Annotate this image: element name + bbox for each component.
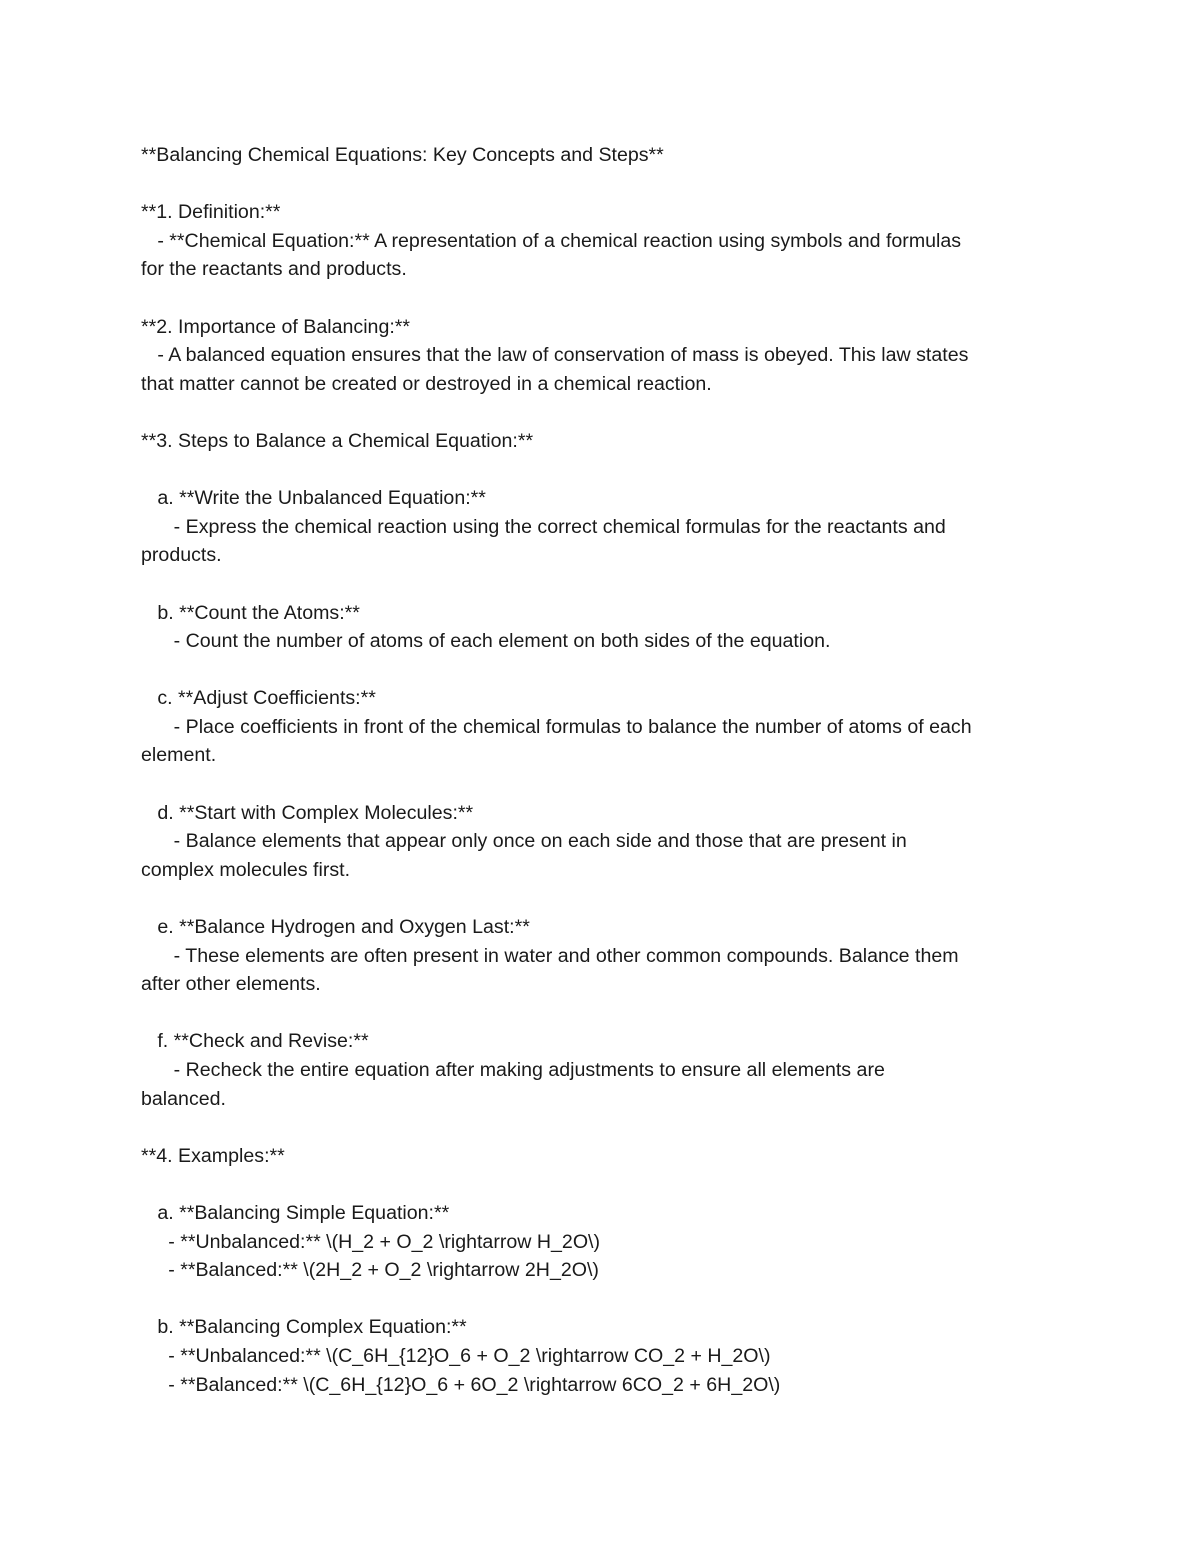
paragraph-line: - Count the number of atoms of each element on both sides of the equation. bbox=[141, 630, 831, 653]
paragraph-line: - Express the chemical reaction using the correct chemical formulas for the reactants and bbox=[141, 515, 946, 538]
spacer bbox=[141, 170, 1071, 199]
paragraph-line: products. bbox=[141, 544, 222, 567]
example-unbalanced-line: - **Unbalanced:** \(H_2 + O_2 \rightarrow H_2O\) bbox=[141, 1230, 601, 1253]
spacer bbox=[141, 884, 1071, 913]
step-f-heading: f. **Check and Revise:** bbox=[141, 1030, 369, 1053]
step-a-heading: a. **Write the Unbalanced Equation:** bbox=[141, 487, 486, 510]
section-definition-heading: **1. Definition:** bbox=[141, 201, 281, 224]
paragraph-line: element. bbox=[141, 744, 217, 767]
paragraph-line: balanced. bbox=[141, 1087, 226, 1110]
spacer bbox=[141, 656, 1071, 685]
spacer bbox=[141, 570, 1071, 599]
section-steps-heading: **3. Steps to Balance a Chemical Equation:** bbox=[141, 429, 534, 452]
spacer bbox=[141, 1170, 1071, 1199]
document-page bbox=[141, 141, 1071, 1399]
spacer bbox=[141, 999, 1071, 1028]
spacer bbox=[141, 1113, 1071, 1142]
paragraph-line: - Balance elements that appear only once on each side and those that are present in bbox=[141, 830, 907, 853]
paragraph-line: - A balanced equation ensures that the law of conservation of mass is obeyed. This law states bbox=[141, 344, 969, 367]
spacer bbox=[141, 398, 1071, 427]
paragraph-line: - Place coefficients in front of the chemical formulas to balance the number of atoms of each bbox=[141, 715, 972, 738]
spacer bbox=[141, 770, 1071, 799]
paragraph-line: - Recheck the entire equation after making adjustments to ensure all elements are bbox=[141, 1059, 885, 1081]
spacer bbox=[141, 1285, 1071, 1314]
example-unbalanced-line: - **Unbalanced:** \(C_6H_{12}O_6 + O_2 \rightarrow CO_2 + H_2O\) bbox=[141, 1344, 771, 1367]
example-a-heading: a. **Balancing Simple Equation:** bbox=[141, 1201, 450, 1224]
spacer bbox=[141, 456, 1071, 485]
document-title: **Balancing Chemical Equations: Key Concepts and Steps** bbox=[141, 144, 664, 166]
section-examples-heading: **4. Examples:** bbox=[141, 1144, 285, 1167]
paragraph-line: that matter cannot be created or destroyed in a chemical reaction. bbox=[141, 372, 712, 395]
section-importance-heading: **2. Importance of Balancing:** bbox=[141, 315, 411, 338]
paragraph-line: for the reactants and products. bbox=[141, 258, 407, 281]
paragraph-line: - **Chemical Equation:** A representation of a chemical reaction using symbols and formulas bbox=[141, 229, 962, 252]
paragraph-line: complex molecules first. bbox=[141, 858, 351, 881]
paragraph-line: - These elements are often present in water and other common compounds. Balance them bbox=[141, 944, 959, 967]
step-e-heading: e. **Balance Hydrogen and Oxygen Last:** bbox=[141, 916, 530, 939]
step-d-heading: d. **Start with Complex Molecules:** bbox=[141, 801, 474, 824]
spacer bbox=[141, 284, 1071, 313]
step-c-heading: c. **Adjust Coefficients:** bbox=[141, 687, 376, 710]
example-b-heading: b. **Balancing Complex Equation:** bbox=[141, 1316, 467, 1339]
paragraph-line: after other elements. bbox=[141, 973, 321, 996]
example-balanced-line: - **Balanced:** \(2H_2 + O_2 \rightarrow 2H_2O\) bbox=[141, 1259, 599, 1282]
step-b-heading: b. **Count the Atoms:** bbox=[141, 601, 360, 624]
example-balanced-line: - **Balanced:** \(C_6H_{12}O_6 + 6O_2 \rightarrow 6CO_2 + 6H_2O\) bbox=[141, 1373, 781, 1396]
